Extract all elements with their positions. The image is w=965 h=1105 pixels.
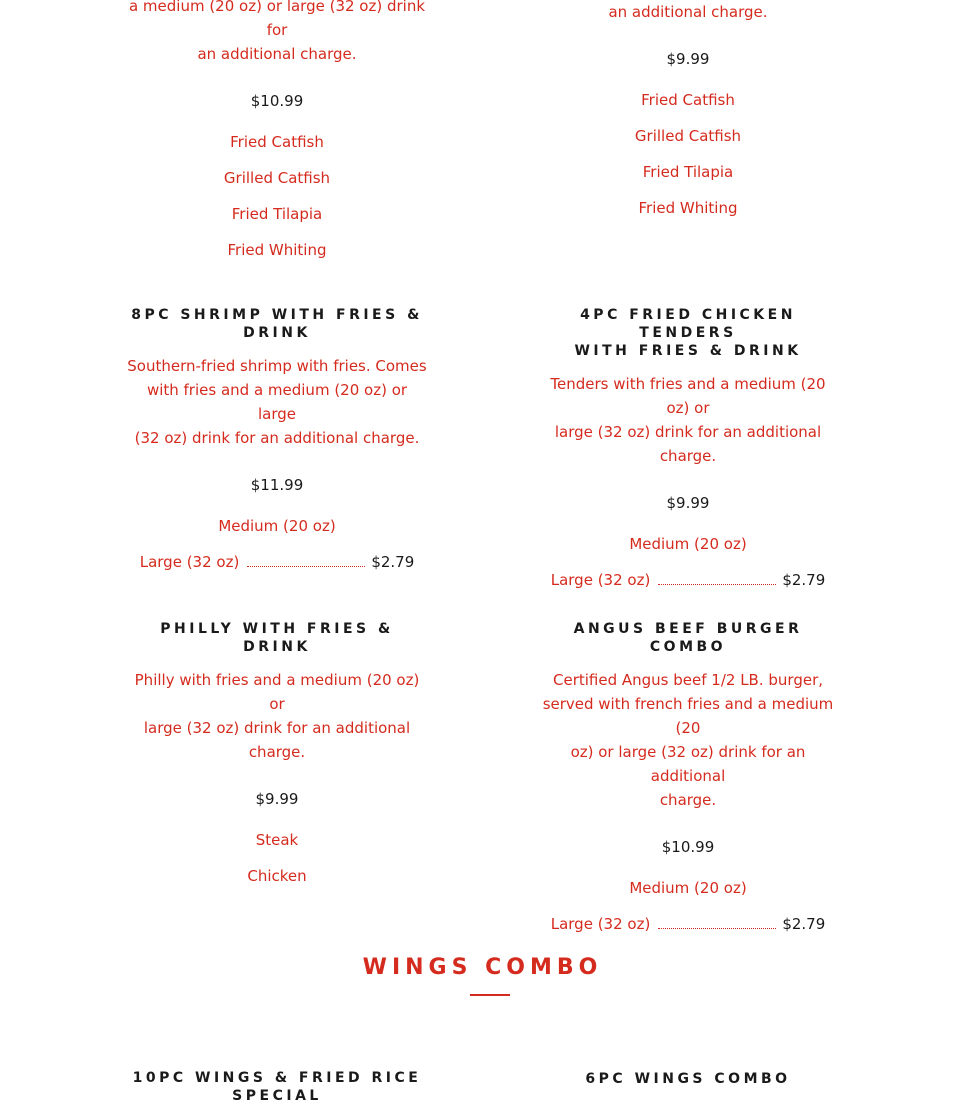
section-divider — [470, 994, 510, 996]
description-line: Southern-fried shrimp with fries. Comes — [127, 357, 427, 375]
option-large-price: $2.79 — [371, 553, 415, 571]
description-line: oz) or large (32 oz) drink for an additional — [570, 743, 806, 785]
title-line: 10PC WINGS & FRIED RICE — [132, 1070, 422, 1086]
option-fried-catfish[interactable]: Fried Catfish — [641, 91, 735, 109]
option-list — [127, 830, 427, 886]
option-large[interactable] — [127, 552, 427, 572]
item-title — [127, 306, 427, 342]
description-line: a medium (20 oz) or large (32 oz) drink for — [128, 0, 426, 39]
option-list — [538, 90, 838, 218]
option-list — [127, 132, 427, 260]
description-line: with fries and a medium (20 oz) or large — [146, 381, 408, 423]
option-large-price: $2.79 — [782, 915, 826, 933]
item-description — [127, 668, 427, 764]
item-description — [538, 372, 838, 468]
menu-item-burger — [538, 620, 838, 934]
description-line: Philly with fries and a medium (20 oz) or — [134, 671, 420, 713]
item-price: $10.99 — [250, 92, 304, 110]
option-fried-tilapia[interactable]: Fried Tilapia — [642, 163, 734, 181]
option-large-label: Large (32 oz) — [139, 553, 240, 571]
item-description — [127, 354, 427, 450]
option-medium[interactable]: Medium (20 oz) — [629, 535, 747, 553]
item-description — [538, 668, 838, 812]
description-line: an additional charge. — [197, 45, 357, 63]
description-line: charge. — [659, 447, 717, 465]
option-medium[interactable]: Medium (20 oz) — [629, 879, 747, 897]
menu-item-top-right — [538, 0, 838, 218]
option-fried-whiting[interactable]: Fried Whiting — [638, 199, 738, 217]
description-line: Certified Angus beef 1/2 LB. burger, — [553, 671, 823, 689]
item-price: $9.99 — [666, 494, 710, 512]
description-line: (32 oz) drink for an additional charge. — [134, 429, 420, 447]
item-title: ANGUS BEEF BURGER COMBO — [573, 621, 803, 655]
option-grilled-catfish[interactable]: Grilled Catfish — [634, 127, 742, 145]
menu-item-10pc-wings — [127, 1069, 427, 1105]
dotted-leader — [247, 554, 365, 567]
option-fried-tilapia[interactable]: Fried Tilapia — [231, 205, 323, 223]
item-price: $9.99 — [666, 50, 710, 68]
description-line: Tenders with fries and a medium (20 oz) or — [550, 375, 826, 417]
option-large[interactable] — [538, 570, 838, 590]
option-grilled-catfish[interactable]: Grilled Catfish — [223, 169, 331, 187]
description-line: large (32 oz) drink for an additional — [554, 423, 822, 441]
item-title: PHILLY WITH FRIES & DRINK — [160, 621, 394, 655]
menu-item-6pc-wings — [538, 1070, 838, 1088]
option-large-label: Large (32 oz) — [550, 571, 651, 589]
option-large-label: Large (32 oz) — [550, 915, 651, 933]
menu-item-top-left — [127, 0, 427, 260]
title-line: 4PC FRIED CHICKEN TENDERS — [580, 307, 796, 341]
menu-item-philly — [127, 620, 427, 886]
menu-item-shrimp — [127, 306, 427, 572]
option-fried-catfish[interactable]: Fried Catfish — [230, 133, 324, 151]
option-steak[interactable]: Steak — [255, 831, 299, 849]
item-title — [538, 306, 838, 360]
dotted-leader — [658, 572, 776, 585]
description-line: charge. — [659, 791, 717, 809]
item-title — [127, 1069, 427, 1105]
description-line: large (32 oz) drink for an additional — [143, 719, 411, 737]
option-medium[interactable]: Medium (20 oz) — [218, 517, 336, 535]
dotted-leader — [658, 916, 776, 929]
title-line: 8PC SHRIMP WITH FRIES & — [131, 307, 423, 323]
section-title-wings-combo: WINGS COMBO — [362, 955, 603, 980]
option-large-price: $2.79 — [782, 571, 826, 589]
title-line: SPECIAL — [232, 1088, 322, 1104]
item-price: $11.99 — [250, 476, 304, 494]
item-price: $10.99 — [661, 838, 715, 856]
option-fried-whiting[interactable]: Fried Whiting — [227, 241, 327, 259]
item-description — [127, 0, 427, 66]
option-chicken[interactable]: Chicken — [247, 867, 307, 885]
menu-item-tenders — [538, 306, 838, 590]
description-line: served with french fries and a medium (20 — [542, 695, 834, 737]
description-line: charge. — [248, 743, 306, 761]
title-line: WITH FRIES & DRINK — [574, 343, 802, 359]
title-line: DRINK — [243, 325, 311, 341]
item-title: 6PC WINGS COMBO — [585, 1071, 791, 1087]
item-price: $9.99 — [255, 790, 299, 808]
option-large[interactable] — [538, 914, 838, 934]
item-description: an additional charge. — [608, 3, 768, 21]
